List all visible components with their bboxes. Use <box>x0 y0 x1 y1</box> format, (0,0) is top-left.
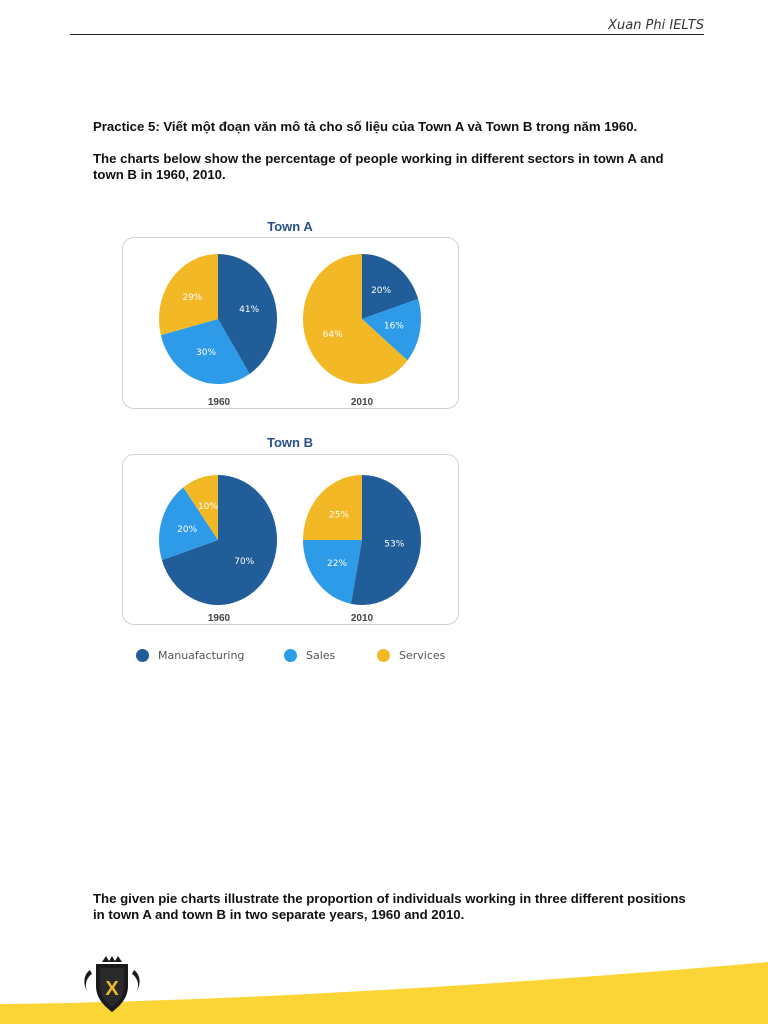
pie-value-label-manuafacturing: 41% <box>239 305 260 316</box>
crowned-shield-x-icon <box>80 956 144 1014</box>
pie-value-label-services: 10% <box>197 501 218 512</box>
pie-value-label-manuafacturing: 20% <box>371 286 392 297</box>
pie-value-label-sales: 16% <box>383 321 404 332</box>
legend-swatch-manufacturing <box>136 649 149 662</box>
pie-value-label-services: 25% <box>329 510 350 521</box>
pie-value-label-sales: 22% <box>326 558 348 569</box>
chart-title-town-b: Town B <box>267 435 313 450</box>
chart-title-town-a: Town A <box>267 219 313 234</box>
pie-chart-town-a-2010 <box>302 253 422 385</box>
year-label-town-a-1960: 1960 <box>192 397 246 408</box>
pie-chart-town-a-1960 <box>158 253 278 385</box>
legend-item-services <box>377 649 445 662</box>
legend-swatch-services <box>377 649 390 662</box>
year-label-town-a-2010: 2010 <box>335 397 389 408</box>
header-divider <box>70 34 704 35</box>
pie-chart-town-b-2010 <box>302 474 422 606</box>
legend-label-manufacturing: Manuafacturing <box>158 649 245 662</box>
legend-swatch-sales <box>284 649 297 662</box>
header-brand: Xuan Phi IELTS <box>608 18 704 33</box>
pie-value-label-sales: 30% <box>196 348 217 359</box>
practice-heading: Practice 5: Viết một đoạn văn mô tả cho số liệu của Town A và Town B trong năm 1960. <box>93 119 638 134</box>
pie-slice-services <box>303 475 362 540</box>
legend-item-sales <box>284 649 335 662</box>
answer-paragraph: The given pie charts illustrate the proportion of individuals working in three different positions in town A and town B in two separate years, 1960 and 2010. <box>93 891 686 922</box>
legend-label-sales: Sales <box>306 649 336 662</box>
pie-chart-town-b-1960 <box>158 474 278 606</box>
pie-value-label-manuafacturing: 53% <box>384 539 405 550</box>
pie-value-label-services: 29% <box>182 293 203 304</box>
legend-item-manufacturing <box>136 649 244 662</box>
task-prompt: The charts below show the percentage of people working in different sectors in town A and town B in 1960, 2010. <box>93 151 664 182</box>
pie-value-label-sales: 20% <box>177 524 198 535</box>
year-label-town-b-1960: 1960 <box>192 613 246 624</box>
pie-value-label-services: 64% <box>322 330 343 341</box>
chart-legend <box>136 649 466 667</box>
year-label-town-b-2010: 2010 <box>335 613 389 624</box>
logo-letter: X <box>105 978 119 1000</box>
legend-label-services: Services <box>399 649 446 662</box>
pie-value-label-manuafacturing: 70% <box>234 557 255 568</box>
